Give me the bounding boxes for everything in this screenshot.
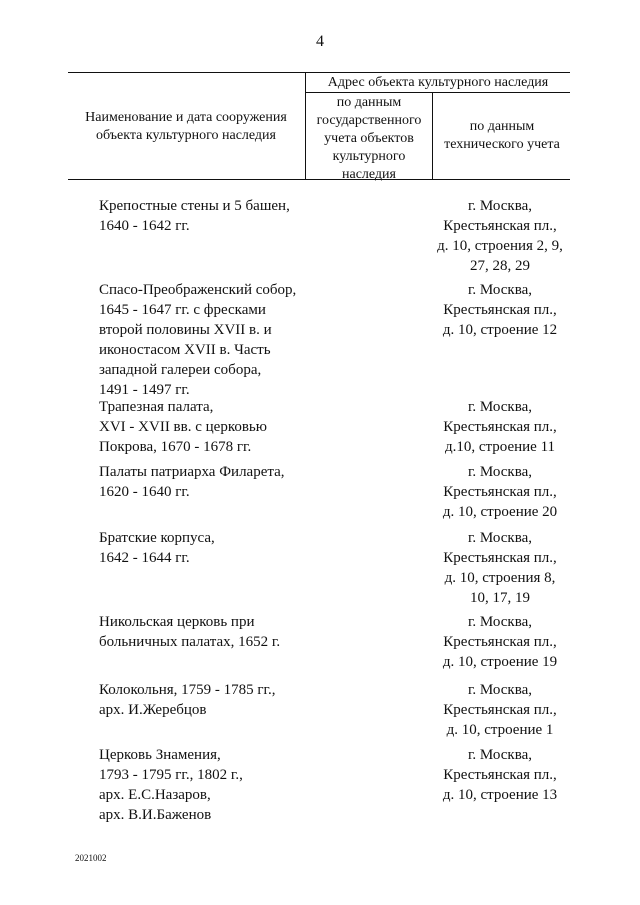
object-name: Трапезная палата, XVI - XVII вв. с церковью Покрова, 1670 - 1678 гг. [99,399,267,455]
object-name: Никольская церковь при больничных палатах, 1652 г. [99,614,281,650]
object-name: Спасо-Преображенский собор, 1645 - 1647 гг. с фресками второй половины XVII в. и иконостасом XVII в. Часть западной галереи собора, 1491 - 1497 гг. [99,282,297,398]
object-address: г. Москва, Крестьянская пл., д. 10, строение 13 [442,747,558,803]
object-name: Братские корпуса, 1642 - 1644 гг. [99,530,215,566]
header-address-group: Адрес объекта культурного наследия [327,75,549,90]
object-name: Крепостные стены и 5 башен, 1640 - 1642 гг. [99,198,290,234]
object-name: Колокольня, 1759 - 1785 гг., арх. И.Жеребцов [99,682,276,718]
header-name-column: Наименование и дата сооружения объекта культурного наследия [85,110,287,143]
object-address: г. Москва, Крестьянская пл., д. 10, строения 8, 10, 17, 19 [443,530,557,606]
header-top-rule [68,72,570,73]
header-technical-registry-column: по данным технического учета [444,119,560,152]
header-divider-right [432,92,433,180]
object-address: г. Москва, Крестьянская пл., д. 10, строение 20 [442,464,558,520]
object-name: Церковь Знамения, 1793 - 1795 гг., 1802 г., арх. Е.С.Назаров, арх. В.И.Баженов [99,747,243,823]
page-number: 4 [316,33,324,50]
object-address: г. Москва, Крестьянская пл., д. 10, строения 2, 9, 27, 28, 29 [437,198,563,274]
header-mid-rule [305,92,570,93]
object-address: г. Москва, Крестьянская пл., д. 10, строение 1 [443,682,557,738]
object-name: Палаты патриарха Филарета, 1620 - 1640 гг. [99,464,285,500]
object-address: г. Москва, Крестьянская пл., д. 10, строение 12 [442,282,558,338]
object-address: г. Москва, Крестьянская пл., д.10, строение 11 [443,399,557,455]
header-state-registry-column: по данным государственного учета объектов культурного наследия [316,95,422,182]
object-address: г. Москва, Крестьянская пл., д. 10, строение 19 [442,614,558,670]
document-code: 2021002 [75,853,107,863]
